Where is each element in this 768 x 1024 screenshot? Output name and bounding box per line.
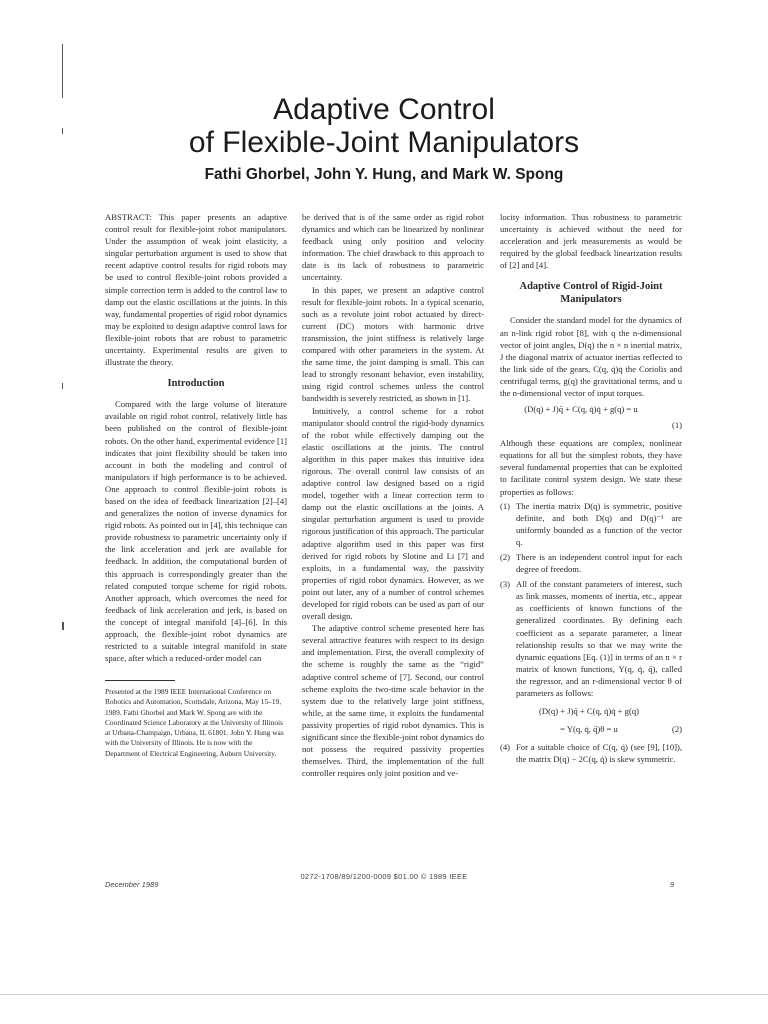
authors: Fathi Ghorbel, John Y. Hung, and Mark W. Spong (204, 166, 564, 183)
footnote-text: Presented at the 1989 IEEE International Conference on Robotics and Automation, Scottsdale, Arizona, May 15–19, 1989. Fathi Ghorbel and Mark W. Spong are with the Coordinated Science Laboratory at the University of Illinois at Urbana-Champaign, Urbana, IL 61801. John Y. Hung was with the University of Illinois. He is now with the Department of Electrical Engineering, Auburn University. (105, 687, 284, 758)
equation-1-number-row (500, 419, 682, 431)
property-list (500, 500, 682, 700)
list-item-number: (3) (500, 579, 511, 590)
paragraph: In this paper, we present an adaptive control result for flexible-joint robots. In a typical scenario, such as a revolute joint robot actuated by direct-current (DC) motors with harmonic drive transmission, the joint stiffness is relatively large compared with other parameters in the system. At the same time, the joint damping is small. This can lead to strongly resonant behavior, even instability, using rigid control schemes unless the control bandwidth is severely restricted, as shown in [1]. (302, 284, 484, 404)
column-1 (105, 211, 287, 759)
list-item-text: For a suitable choice of C(q, q̇) (see [9], [10]), the matrix D(q) − 2C(q, q̇) is skew symmetric. (516, 742, 682, 765)
list-item (500, 741, 682, 765)
page-number: 9 (670, 880, 675, 889)
equation-2-number: (2) (671, 724, 682, 735)
scan-margin-mark (62, 622, 64, 630)
footnote-rule (105, 680, 175, 681)
equation-1-body: (D(q) + J)q̈ + C(q, q̇)q̇ + g(q) = u (524, 404, 638, 415)
introduction-paragraph: Compared with the large volume of literature available on rigid robot control, relatively little has been published on the control of flexible-joint robots. On the other hand, experimental evidence [1] indicates that joint flexibility should be taken into account in both the modeling and control of manipulators if high performance is to be achieved. One approach to control flexible-joint robots is based on the idea of feedback linearization [2]–[4] and generalizes the notion of inverse dynamics for rigid robots. As pointed out in [4], this technique can provide robustness to parametric uncertainty only if the link acceleration and jerk are available for feedback. In addition, the computational burden of this approach is correspondingly greater than the related computed torque scheme for rigid robots. Another approach, which overcomes the need for feedback of link acceleration and jerk, is based on the concept of integral manifold [4]–[6]. In this approach, the flexible-joint robot dynamics are restricted to a suitable integral manifold in state space, after which a reduced-order model can (105, 399, 287, 664)
list-item-number: (2) (500, 551, 511, 562)
equation-2-line-2 (500, 723, 682, 737)
list-item-number: (4) (500, 742, 511, 753)
issue-date: December 1989 (105, 880, 159, 889)
list-item-number: (1) (500, 500, 511, 511)
scan-margin-mark (62, 383, 63, 389)
introduction-heading: Introduction (167, 378, 225, 390)
equation-2-rhs: = Y(q, q̇, q̈)θ = u (560, 724, 618, 735)
paragraph: Although these equations are complex, nonlinear equations for all but the simplest robots, they have several fundamental properties that can be exploited to facilitate control system design. We state these properties as follows: (500, 438, 682, 497)
column-3 (500, 211, 682, 768)
scan-bottom-edge (0, 994, 768, 995)
equation-1-number: (1) (671, 420, 682, 431)
list-item (500, 578, 682, 699)
scan-margin-line (62, 44, 63, 98)
abstract: ABSTRACT: This paper presents an adaptive control result for flexible-joint robot manipulators. Under the assumption of weak joint elasticity, a singular perturbation argument is used to show that recent adaptive control results for rigid robots may be used to control flexible-joint robots provided a simple correction term is added to the control law to damp out the elastic oscillations at the joints. In this way, fundamental properties of rigid robot dynamics may be exploited to design adaptive control laws for flexible-joint robots that are robust to parametric uncertainty. Experimental results are given to illustrate the theory. (105, 212, 287, 368)
column-2 (302, 211, 484, 779)
equation-2-line-1 (500, 705, 682, 719)
paragraph: The adaptive control scheme presented here has several attractive features with respect to its design and implementation. First, the overall complexity of the scheme is roughly the same as the “rigid” adaptive control scheme of [7]. Second, our control scheme exploits the two-time scale behavior in the system due to the relatively large joint stiffness, while, at the same time, it exploits the fundamental passivity properties of rigid robot dynamics. This is significant since the flexible-joint robot dynamics do not possess the required passivity properties themselves. Third, the implementation of the full controller requires only joint position and ve- (302, 623, 484, 779)
property-list-continued (500, 741, 682, 765)
section-heading-rigid-joint: Adaptive Control of Rigid-Joint Manipulators (519, 281, 663, 306)
list-item-text: There is an independent control input for each degree of freedom. (516, 551, 682, 575)
title-line-1: Adaptive Control (273, 93, 495, 126)
title-line-2: of Flexible-Joint Manipulators (188, 126, 580, 159)
list-item (500, 500, 682, 548)
list-item-text: The inertia matrix D(q) is symmetric, positive definite, and both D(q) and D(q)⁻¹ are uniformly bounded as a function of the vector q. (516, 500, 682, 547)
footnote (105, 687, 287, 758)
paragraph: Intuitively, a control scheme for a robot manipulator should control the rigid-body dynamics of the robot while effectively damping out the elastic oscillations at the joints. The control algorithm in this paper makes this intuitive idea rigorous. The overall control law consists of an adaptive control law designed based on a rigid model, together with a linear correction term to damp out the elastic oscillations at the joints. A singular perturbation argument is used to provide rigorous justification of this approach. The particular adaptive algorithm used in this paper was first derived for rigid robots by Slotine and Li [7] and exploits, in a fundamental way, the passivity properties of rigid robot dynamics. However, as we point out later, any of a number of control schemes developed for rigid robots can be used as part of our overall design. (302, 405, 484, 622)
paragraph: Consider the standard model for the dynamics of an n-link rigid robot [8], with q the n-dimensional vector of joint angles, D(q) the n × n inertial matrix, J the diagonal matrix of actuator inertias reflected to the link side of the gears, C(q, q̇)q̇ the Coriolis and centrifugal terms, g(q) the gravitational terms, and u the n-dimensional vector of input torques. (500, 315, 682, 399)
copyright-code: 0272-1708/89/1200-0009 $01.00 © 1989 IEEE (300, 872, 468, 881)
paragraph: locity information. Thus robustness to parametric uncertainty is achieved without the need for acceleration and jerk measurements as would be required by the global feedback linearization results of [2] and [4]. (500, 212, 682, 271)
list-item (500, 551, 682, 575)
equation-1 (500, 403, 682, 417)
list-item-text: All of the constant parameters of interest, such as link masses, moments of inertia, etc., appear as coefficients of known functions of the generalized coordinates. By defining each coefficient as a separate parameter, a linear relationship results so that we may write the dynamic equations [Eq. (1)] in terms of an n × r matrix of known functions, Y(q, q̇, q̈), called the regressor, and an r-dimensional vector θ of parameters as follows: (516, 579, 682, 698)
paragraph: be derived that is of the same order as rigid robot dynamics and which can be linearized by nonlinear feedback using only position and velocity information. The chief drawback to this approach to date is its lack of robustness to parametric uncertainty. (302, 212, 484, 283)
equation-2-lhs: (D(q) + J)q̈ + C(q, q̇)q̇ + g(q) (539, 706, 639, 717)
